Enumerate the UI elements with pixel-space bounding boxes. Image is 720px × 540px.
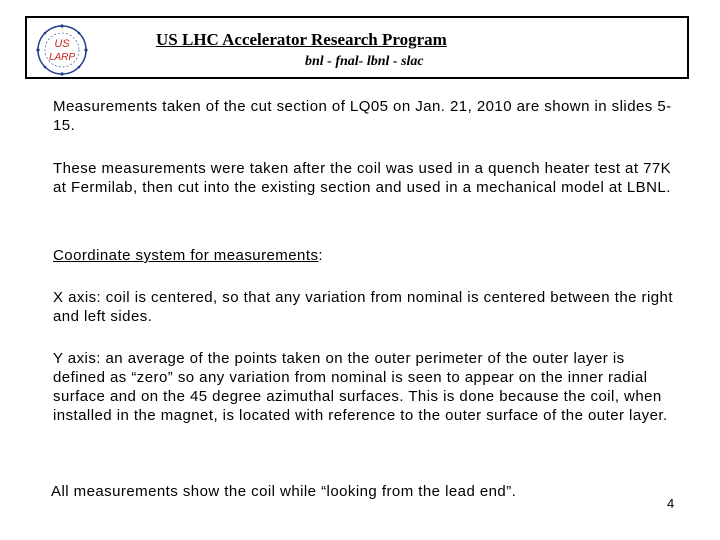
us-larp-logo <box>34 22 90 78</box>
paragraph-coordinate-heading <box>53 246 673 265</box>
paragraph-y-axis: Y axis: an average of the points taken on the outer perimeter of the outer layer is defined as “zero” so any variation from nominal is seen to appear on the inner radial surface and on the 45 degree azimuthal surfaces. This is done because the coil, when installed in the magnet, is located with reference to the outer surface of the outer layer. <box>53 350 668 424</box>
logo-text-us: US <box>54 38 70 50</box>
logo-text-larp: LARP <box>48 52 76 63</box>
paragraph-viewing-direction: All measurements show the coil while “looking from the lead end”. <box>51 483 517 500</box>
page-number: 4 <box>667 496 675 511</box>
paragraph-measurements-intro: Measurements taken of the cut section of LQ05 on Jan. 21, 2010 are shown in slides 5-15. <box>53 98 672 134</box>
coordinate-system-heading: Coordinate system for measurements <box>53 247 319 264</box>
paragraph-test-history: These measurements were taken after the coil was used in a quench heater test at 77K at Fermilab, then cut into the existing section and used in a mechanical model at LBNL. <box>53 160 672 196</box>
lab-list: bnl - fnal- lbnl - slac <box>305 54 424 69</box>
paragraph-x-axis: X axis: coil is centered, so that any variation from nominal is centered between the right and left sides. <box>53 289 673 325</box>
page-title: US LHC Accelerator Research Program <box>156 30 447 49</box>
heading-colon: : <box>318 247 324 264</box>
